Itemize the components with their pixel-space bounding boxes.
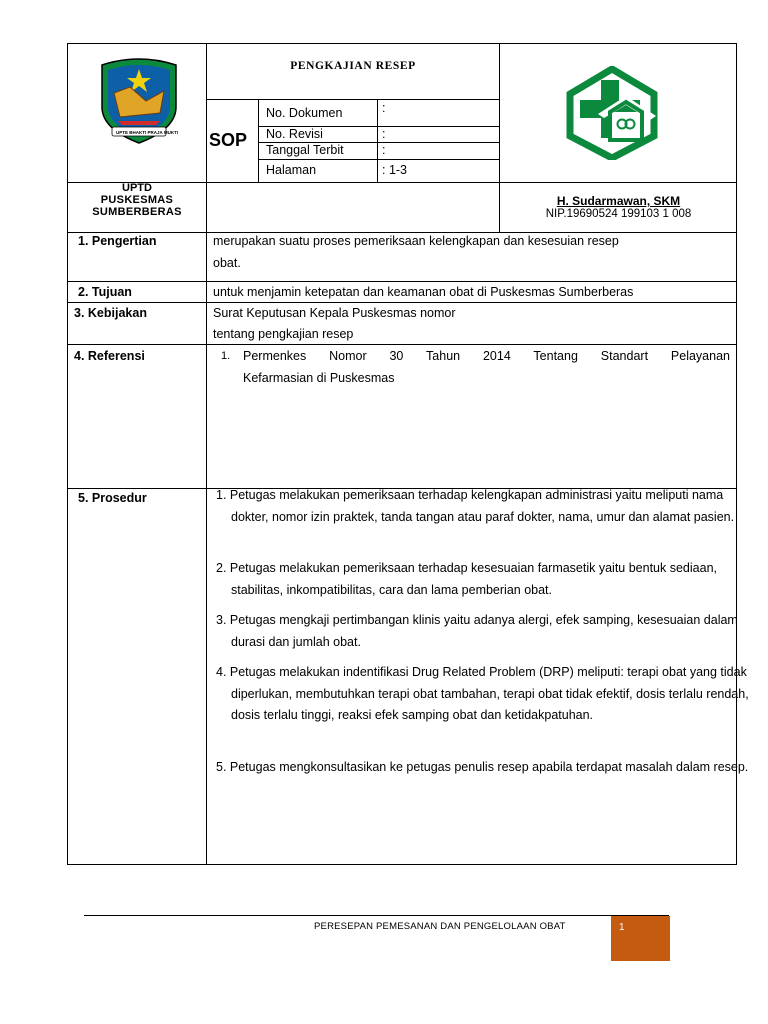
referensi-text-line1: Permenkes Nomor 30 Tahun 2014 Tentang Standart Pelayanan	[243, 349, 730, 363]
field-value-halaman: : 1-3	[382, 163, 408, 177]
prosedur-step-2: 2. Petugas melakukan pemeriksaan terhadap kesesuaian farmasetik yaitu bentuk sediaan, stabilitas, inkompatibilitas, cara dan lama pemberian obat.	[216, 561, 717, 597]
field-value-no-dokumen: :	[382, 101, 386, 115]
prosedur-step-3: 3. Petugas mengkaji pertimbangan klinis yaitu adanya alergi, efek samping, kesesuaian dalam durasi dan jumlah obat.	[216, 613, 738, 649]
org-name-line2: PUSKESMAS	[100, 194, 174, 206]
prosedur-step-4: 4. Petugas melakukan indentifikasi Drug Related Problem (DRP) meliputi: terapi obat yang tidak diperlukan, membutuhkan terapi obat tambahan, terapi obat tidak efektif, dosis terlalu rendah, dosis terlalu tinggi, reaksi efek samping obat dan ketidakpatuhan.	[216, 665, 749, 722]
kebijakan-text-line2: tentang pengkajian resep	[213, 327, 354, 341]
footer-page-number: 1	[619, 922, 625, 933]
section-label-pengertian: 1. Pengertian	[78, 234, 157, 248]
divider-pengertian	[68, 281, 737, 282]
document-title: PENGKAJIAN RESEP	[290, 60, 416, 72]
section-label-prosedur: 5. Prosedur	[78, 491, 147, 505]
divider-field-values	[377, 99, 378, 183]
pengertian-text-line2: obat.	[213, 256, 241, 270]
section-label-kebijakan: 3. Kebijakan	[74, 306, 147, 320]
footer-rule	[84, 915, 669, 916]
signer-nip: NIP.19690524 199103 1 008	[545, 208, 692, 220]
divider-tujuan	[68, 302, 737, 303]
referensi-number: 1.	[221, 350, 231, 362]
footer-page-box	[611, 916, 670, 961]
divider-label-col	[206, 232, 207, 865]
signer-name: H. Sudarmawan, SKM	[556, 194, 681, 208]
divider-kebijakan	[68, 344, 737, 345]
emblem-motto: UPTE BHAKTI PRAJA MUKTI	[116, 130, 179, 135]
field-value-no-revisi: :	[382, 127, 386, 141]
footer-title: PERESEPAN PEMESANAN DAN PENGELOLAAN OBAT	[314, 921, 566, 932]
regency-emblem-logo	[94, 55, 184, 145]
prosedur-step-1: 1. Petugas melakukan pemeriksaan terhadap kelengkapan administrasi yaitu meliputi nama dokter, nomor izin praktek, tanda tangan atau paraf dokter, nama, umur dan alamat pasien.	[216, 488, 735, 524]
sop-label: SOP	[209, 130, 248, 150]
sop-document	[67, 43, 749, 865]
section-label-referensi: 4. Referensi	[74, 349, 145, 363]
divider-title	[207, 99, 499, 100]
field-label-no-revisi: No. Revisi	[266, 127, 323, 141]
prosedur-step-5: 5. Petugas mengkonsultasikan ke petugas penulis resep apabila terdapat masalah dalam resep.	[216, 760, 749, 774]
referensi-text-line2: Kefarmasian di Puskesmas	[243, 371, 395, 385]
field-value-tanggal-terbit: :	[382, 143, 386, 157]
puskesmas-logo	[564, 66, 660, 160]
section-label-tujuan: 2. Tujuan	[78, 285, 132, 299]
divider-sop-fields	[258, 99, 259, 183]
tujuan-text: untuk menjamin ketepatan dan keamanan obat di Puskesmas Sumberberas	[213, 285, 634, 299]
org-name-line3: SUMBERBERAS	[92, 206, 182, 218]
field-label-halaman: Halaman	[266, 163, 317, 177]
field-label-tanggal-terbit: Tanggal Terbit	[266, 143, 344, 157]
divider-field-3	[259, 159, 499, 160]
org-name-line1: UPTD	[122, 182, 152, 194]
pengertian-text-line1: merupakan suatu proses pemeriksaan kelengkapan dan kesesuian resep	[213, 234, 619, 248]
kebijakan-text-line1: Surat Keputusan Kepala Puskesmas nomor	[213, 306, 456, 320]
field-label-no-dokumen: No. Dokumen	[266, 106, 343, 120]
